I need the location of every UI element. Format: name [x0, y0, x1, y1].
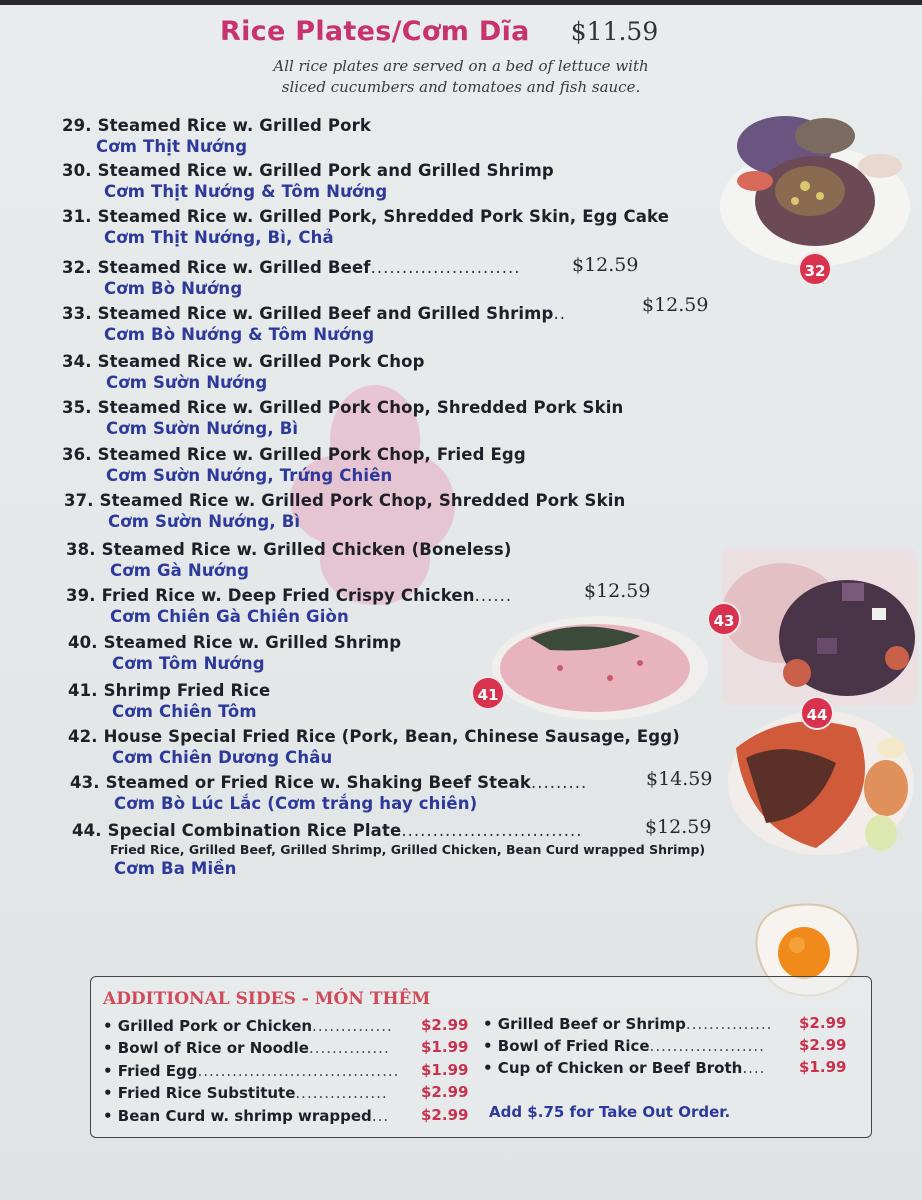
item-price-43: $14.59 [646, 768, 713, 790]
side-item: • Bean Curd w. shrimp wrapped... [103, 1107, 390, 1125]
item-number: 31. [62, 207, 92, 226]
item-price-33: $12.59 [642, 294, 709, 316]
leader-dots: ......... [530, 773, 588, 792]
item-number: 39. [66, 586, 96, 605]
side-price: $2.99 [421, 1106, 469, 1124]
item-name: Steamed Rice w. Grilled Pork Chop [97, 352, 425, 371]
item-number: 41. [68, 681, 98, 700]
item-number: 40. [68, 633, 98, 652]
section-price: $11.59 [570, 17, 659, 46]
item-name: Steamed Rice w. Grilled Beef [97, 258, 371, 277]
item-name: Steamed Rice w. Grilled Pork Chop, Shredded Pork Skin [99, 491, 626, 510]
menu-item-34 [62, 352, 425, 392]
dish-badge-32: 32 [798, 252, 832, 286]
item-name: Steamed Rice w. Grilled Pork and Grilled Shrimp [97, 161, 554, 180]
side-item: • Grilled Beef or Shrimp............... [483, 1015, 773, 1033]
item-vietnamese-name: Cơm Gà Nướng [110, 561, 250, 580]
menu-item-32 [62, 258, 521, 298]
side-price: $2.99 [799, 1036, 847, 1054]
item-name: Steamed Rice w. Grilled Shrimp [103, 633, 402, 652]
side-item: • Cup of Chicken or Beef Broth.... [483, 1059, 766, 1077]
menu-item-39 [66, 586, 512, 626]
menu-item-42 [68, 727, 680, 767]
sides-title: ADDITIONAL SIDES - MÓN THÊM [103, 989, 431, 1009]
item-vietnamese-name: Cơm Bò Nướng [104, 279, 243, 298]
item-number: 44. [72, 821, 102, 840]
subtitle-line-1: All rice plates are served on a bed of lettuce with [273, 57, 649, 75]
item-number: 36. [62, 445, 92, 464]
menu-item-36 [62, 445, 526, 485]
item-vietnamese-name: Cơm Ba Miền [114, 859, 237, 878]
item-vietnamese-name: Cơm Sườn Nướng, Trứng Chiên [106, 466, 393, 485]
side-price: $2.99 [799, 1014, 847, 1032]
menu-item-31 [62, 207, 669, 247]
item-number: 38. [66, 540, 96, 559]
dish-photo-41 [490, 608, 710, 723]
menu-item-40 [68, 633, 401, 673]
item-name: Steamed Rice w. Grilled Pork Chop, Shredded Pork Skin [97, 398, 624, 417]
side-item: • Fried Rice Substitute................ [103, 1084, 388, 1102]
menu-item-37 [64, 491, 625, 531]
menu-item-41 [68, 681, 270, 721]
item-name: Steamed Rice w. Grilled Pork [97, 116, 372, 135]
menu-item-38 [66, 540, 512, 580]
side-price: $2.99 [421, 1016, 469, 1034]
item-name: Steamed Rice w. Grilled Chicken (Boneless) [101, 540, 512, 559]
subtitle-line-2: sliced cucumbers and tomatoes and fish sauce. [281, 78, 641, 96]
item-vietnamese-name: Cơm Chiên Dương Châu [112, 748, 333, 767]
item-vietnamese-name: Cơm Sườn Nướng, Bì [106, 419, 299, 438]
item-price-44: $12.59 [645, 816, 712, 838]
side-price: $1.99 [421, 1061, 469, 1079]
menu-item-44 [72, 821, 705, 878]
side-price: $2.99 [421, 1083, 469, 1101]
item-detail: Fried Rice, Grilled Beef, Grilled Shrimp, Grilled Chicken, Bean Curd wrapped Shrimp) [110, 842, 706, 857]
item-price-32: $12.59 [572, 254, 639, 276]
section-subtitle [236, 56, 686, 98]
item-vietnamese-name: Cơm Thịt Nướng & Tôm Nướng [104, 182, 388, 201]
item-vietnamese-name: Cơm Sườn Nướng [106, 373, 268, 392]
item-number: 37. [64, 491, 94, 510]
side-item: • Bowl of Rice or Noodle.............. [103, 1039, 390, 1057]
item-number: 30. [62, 161, 92, 180]
item-vietnamese-name: Cơm Thịt Nướng, Bì, Chả [104, 228, 334, 247]
side-price: $1.99 [421, 1038, 469, 1056]
side-price: $1.99 [799, 1058, 847, 1076]
item-number: 43. [70, 773, 100, 792]
side-item: • Grilled Pork or Chicken.............. [103, 1017, 393, 1035]
takeout-note: Add $.75 for Take Out Order. [489, 1103, 731, 1121]
dish-badge-43: 43 [707, 602, 741, 636]
item-name: Steamed Rice w. Grilled Pork Chop, Fried Egg [97, 445, 526, 464]
item-number: 35. [62, 398, 92, 417]
section-title: Rice Plates/Cơm Dĩa [220, 16, 530, 47]
side-item: • Fried Egg................................... [103, 1062, 400, 1080]
item-vietnamese-name: Cơm Chiên Tôm [112, 702, 257, 721]
page-top-edge [0, 0, 922, 5]
item-number: 29. [62, 116, 92, 135]
side-item: • Bowl of Fried Rice.................... [483, 1037, 765, 1055]
menu-item-29 [62, 116, 371, 156]
section-heading [220, 16, 658, 47]
item-vietnamese-name: Cơm Chiên Gà Chiên Giòn [110, 607, 349, 626]
item-vietnamese-name: Cơm Bò Lúc Lắc (Cơm trắng hay chiên) [114, 794, 478, 813]
menu-item-30 [62, 161, 554, 201]
item-name: Steamed or Fried Rice w. Shaking Beef Steak [105, 773, 531, 792]
item-name: Steamed Rice w. Grilled Beef and Grilled Shrimp [97, 304, 554, 323]
item-name: Special Combination Rice Plate [107, 821, 402, 840]
dish-badge-44: 44 [800, 696, 834, 730]
item-number: 33. [62, 304, 92, 323]
item-number: 34. [62, 352, 92, 371]
item-name: Steamed Rice w. Grilled Pork, Shredded Pork Skin, Egg Cake [97, 207, 670, 226]
item-number: 32. [62, 258, 92, 277]
menu-item-35 [62, 398, 623, 438]
item-name: Shrimp Fried Rice [103, 681, 271, 700]
item-vietnamese-name: Cơm Sườn Nướng, Bì [108, 512, 301, 531]
dish-badge-41: 41 [471, 676, 505, 710]
leader-dots: .. [553, 304, 566, 323]
menu-item-33 [62, 304, 566, 344]
dish-photo-43 [722, 548, 917, 706]
leader-dots: ........................ [370, 258, 521, 277]
additional-sides-box [90, 976, 872, 1138]
item-name: House Special Fried Rice (Pork, Bean, Chinese Sausage, Egg) [103, 727, 680, 746]
leader-dots: ............................. [401, 821, 583, 840]
item-vietnamese-name: Cơm Thịt Nướng [96, 137, 248, 156]
item-vietnamese-name: Cơm Bò Nướng & Tôm Nướng [104, 325, 375, 344]
item-price-39: $12.59 [584, 580, 651, 602]
item-vietnamese-name: Cơm Tôm Nướng [112, 654, 265, 673]
item-number: 42. [68, 727, 98, 746]
menu-item-43 [70, 773, 587, 813]
leader-dots: ...... [474, 586, 513, 605]
item-name: Fried Rice w. Deep Fried Crispy Chicken [101, 586, 475, 605]
